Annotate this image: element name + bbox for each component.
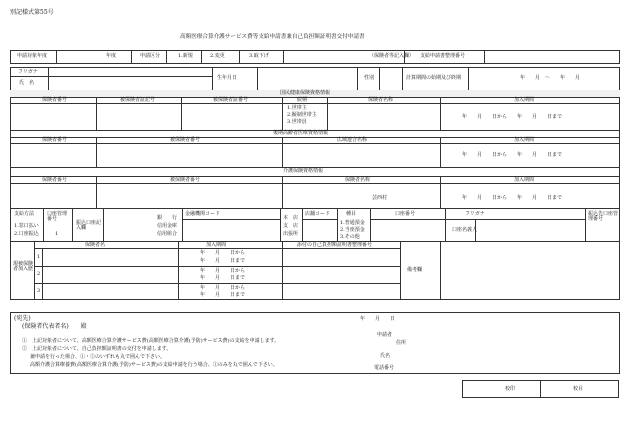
h-to-1: 年 月 日まで [200,258,246,264]
bank-opt1: 銀 行 [157,215,178,221]
kubun-label: 申請区分 [140,53,161,59]
mgmt-label: 口座管理番号 [47,211,68,222]
form-number: 別記様式第55号 [10,9,54,16]
history-label: 現被保険者加入歴 [13,261,34,272]
h-col-insurer: 保険者名 [85,242,106,248]
kg-col-period: 加入期間 [514,177,535,183]
kk-period: 年 月 日から 年 月 日まで [462,152,563,158]
kg-insurer: 芸西村 [372,195,388,201]
type-opt3: 3.その他 [340,234,360,240]
nendo: 年度 [106,53,117,59]
acct-label: 口座番号 [395,211,416,217]
name-label: 氏 名 [19,80,35,86]
h-col-note: 備考欄 [407,267,423,273]
decl-line4: 高額介護合算療養費(高額医療合算介護(予防)サービス費)の支給申請を行う場合、①のみを丸で囲んで下さい。 [30,362,278,368]
decl-line2: ② 上記対象者について、自己負担額証明書の交付を申請します。 [22,346,172,352]
decl-requester: 申請者 [377,332,393,338]
opt-withdraw[interactable]: 3.取下げ [249,53,269,59]
year-label: 申請対象年度 [17,53,48,59]
h-row-1: 1 [37,254,41,260]
kk-col-insurer-no: 保険者番号 [42,137,68,143]
insurer-fill-note: （保険者等記入欄） [369,53,415,59]
rel-head: 1.世帯主 [287,105,307,111]
decl-line3: 兼申請を行った場合、①・②のいずれも丸で囲んで下さい。 [30,354,166,360]
k-col-insurer-no: 保険者番号 [42,97,68,103]
branch-opt2: 支 店 [283,223,299,229]
kg-col-insurer-name: 保険者名称 [345,177,371,183]
holder-label: 口座名義人 [452,227,478,233]
bank-code-label: 金融機関コード [185,211,221,217]
kana-label: フリガナ [465,211,485,217]
kk-col-number: 被保険者番号 [170,137,201,143]
method-label: 支給方法 [14,211,35,217]
decl-tel: 電話番号 [374,365,395,371]
sex-label: 性別 [364,75,375,81]
branch-code-label: 店舗コード [305,211,331,217]
decl-address: 住所 [396,340,407,346]
h-from-3: 年 月 日から [200,285,246,291]
method-transfer[interactable]: 2.口座振込 [14,231,39,237]
type-opt1: 1.普通預金 [340,220,365,226]
kg-col-insurer-no: 保険者番号 [42,177,68,183]
form-title: 高額医療合算介護サービス費等支給申請書兼自己負担額証明書交付申請書 [180,34,365,40]
h-row-2: 2 [37,271,41,277]
kg-col-number: 被保険者番号 [170,177,201,183]
k-col-relation: 続柄 [297,97,308,103]
kk-col-union: 広域連合名称 [337,137,368,143]
h-from-2: 年 月 日から [200,268,246,274]
rel-pseudo-head: 2.擬制世帯主 [287,112,317,118]
kaigo-header: 介護保険資格情報 [283,168,324,174]
mgmt2-label: 振込先口座管理番号 [588,211,619,222]
h-col-period: 加入期間 [206,242,227,248]
stamp-fix: 校目 [573,386,584,392]
kokuho-header: 国民健康保険資格情報 [280,90,331,96]
app-number-label: 支給申請書整理番号 [420,53,466,59]
branch-opt1: 本 店 [283,215,299,221]
k-period: 年 月 日から 年 月 日まで [462,114,563,120]
opt-change[interactable]: 2.変更 [210,53,225,59]
h-col-cert: 添付の自己負担額証明書整理番号 [297,242,373,248]
h-from-1: 年 月 日から [200,250,246,256]
transfer-note: 振込口座記入欄 [76,220,102,231]
bank-opt2: 信用金庫 [157,223,178,229]
type-opt2: 2.当座預金 [340,227,365,233]
kouki-header: 後期高齢者医療資格情報 [273,130,329,136]
k-col-period: 加入期間 [514,97,535,103]
decl-name: 氏名 [380,353,391,359]
decl-line1: ① 上記対象者について、高額医療合算介護サービス費(高額医療合算介護(予防)サービス費)の支給を申請します。 [22,338,280,344]
period-value: 年 月 ～ 年 月 [520,75,581,81]
h-row-3: 3 [37,288,41,294]
birth-label: 生年月日 [217,75,238,81]
top-band [10,50,620,64]
decl-date: 年 月 日 [360,316,396,322]
decl-mayor: (保険者代表者名) 殿 [22,323,87,330]
h-to-2: 年 月 日まで [200,275,246,281]
stamp-check: 校印 [505,386,516,392]
k-col-symbol: 被保険者証記号 [120,97,156,103]
kk-col-period: 加入期間 [514,137,535,143]
type-label: 種目 [346,211,357,217]
k-col-number: 被保険者証番号 [213,97,249,103]
branch-opt3: 出張所 [283,231,299,237]
opt-new[interactable]: 1.新規 [178,53,193,59]
h-to-3: 年 月 日まで [200,292,246,298]
mgmt-value: 1 [55,231,59,237]
kg-period: 年 月 日から 年 月 日まで [462,195,563,201]
rel-member: 3.世帯員 [287,119,307,125]
furigana-label: フリガナ [18,69,38,75]
k-col-insurer-name: 保険者名称 [368,97,394,103]
decl-addr: (宛先) [14,315,31,322]
period-label: 計算期間の始期及び終期 [406,75,462,81]
method-window[interactable]: 1.窓口払い [14,223,39,229]
bank-opt3: 信用組合 [157,231,178,237]
